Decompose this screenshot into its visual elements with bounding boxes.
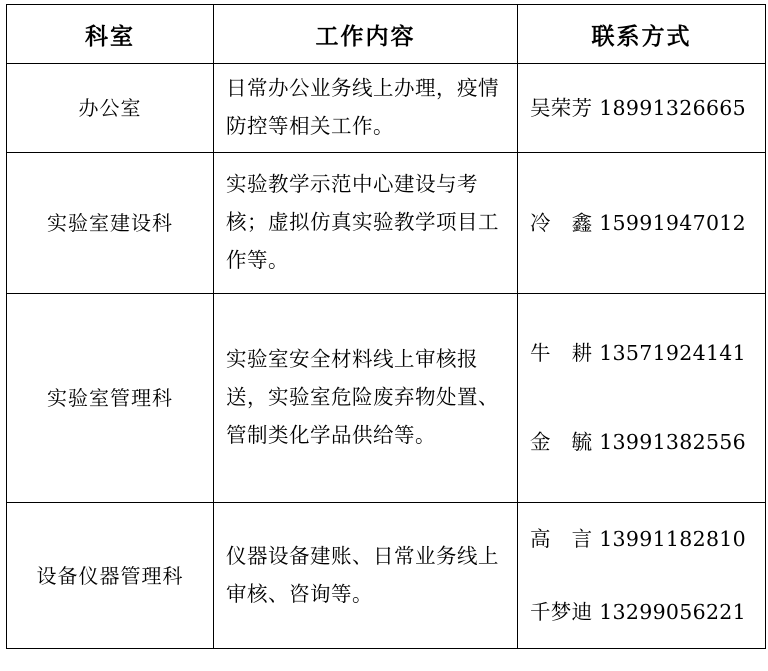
contact-entry: 冷 鑫 15991947012 [530,210,746,235]
cell-work-content [214,294,518,503]
department-name: 设备仪器管理科 [36,563,184,588]
work-content-text: 日常办公业务线上办理，疫情防控等相关工作。 [226,76,499,138]
cell-department [7,64,214,153]
table-row [7,294,766,503]
contact-entry: 金 毓 13991382556 [530,430,746,454]
contact-entry: 牛 耕 13571924141 [530,341,746,366]
cell-contact [518,294,766,503]
contact-entry: 高 言 13991182810 [530,526,746,551]
cell-department [7,503,214,649]
contact-list [518,84,765,133]
table-row [7,503,766,649]
column-header-department: 科室 [7,5,214,64]
contact-list [518,199,765,248]
contact-entry: 千梦迪 13299056221 [530,599,746,624]
cell-contact [518,64,766,153]
cell-work-content [214,64,518,153]
cell-department [7,294,214,503]
cell-contact [518,503,766,649]
table-row [7,64,766,153]
table-row [7,153,766,294]
column-header-contact: 联系方式 [518,5,766,64]
contact-list [518,515,765,637]
work-content-text: 实验教学示范中心建设与考核；虚拟仿真实验教学项目工作等。 [226,172,499,272]
department-name: 办公室 [78,96,142,120]
cell-work-content [214,153,518,294]
contact-entry: 吴荣芳 18991326665 [530,95,746,120]
work-content-text: 实验室安全材料线上审核报送，实验室危险废弃物处置、管制类化学品供给等。 [226,347,499,447]
cell-contact [518,153,766,294]
cell-work-content [214,503,518,649]
work-content-text: 仪器设备建账、日常业务线上审核、咨询等。 [226,543,499,606]
department-name: 实验室管理科 [47,386,173,410]
contact-list [518,329,765,467]
contact-info-table [6,4,766,649]
table-header-row [7,5,766,64]
department-name: 实验室建设科 [47,211,173,235]
cell-department [7,153,214,294]
column-header-work-content: 工作内容 [214,5,518,64]
